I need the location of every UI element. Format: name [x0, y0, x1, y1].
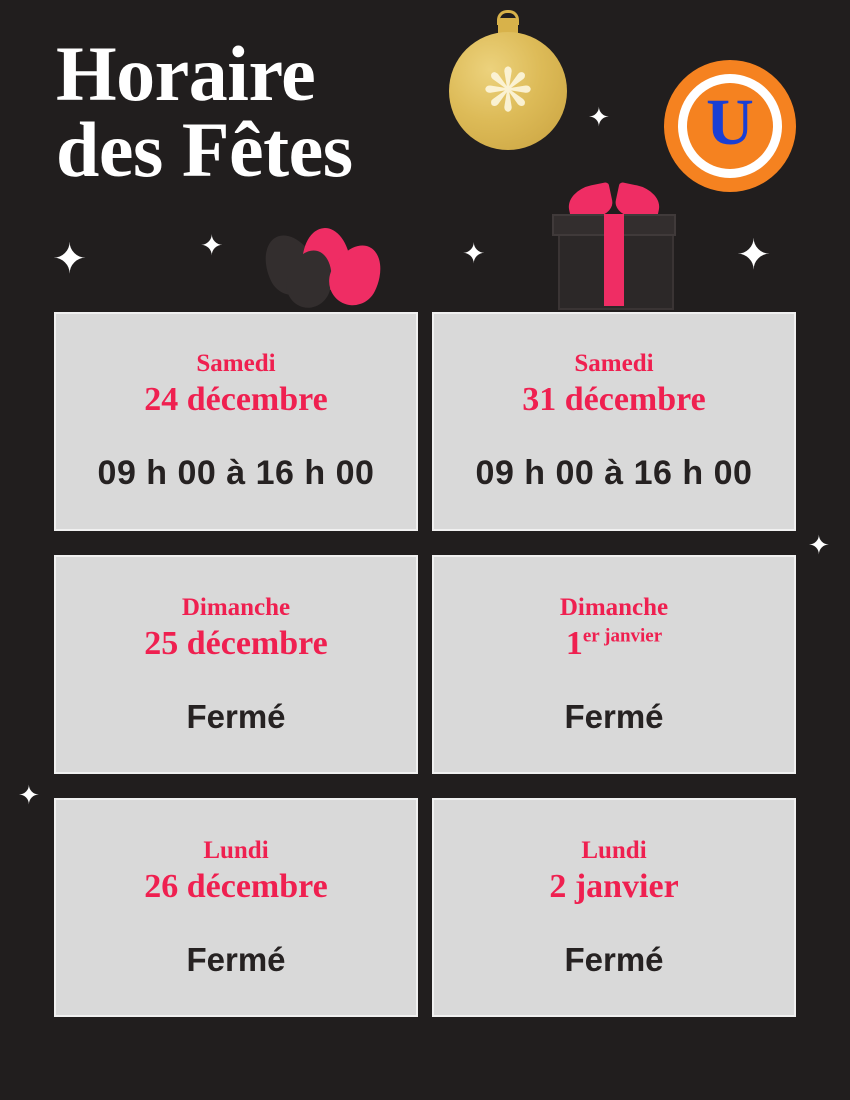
card-hours-label: Fermé: [564, 940, 664, 978]
sparkle-icon: ✦: [200, 230, 224, 261]
logo-orange-disc: [687, 83, 773, 169]
card-date-label: 26 décembre: [144, 867, 328, 905]
card-date-suffix: er janvier: [582, 625, 663, 647]
card-hours-label: Fermé: [564, 697, 664, 735]
schedule-grid: [54, 312, 796, 1017]
schedule-card: [54, 555, 418, 774]
sparkle-icon: ✦: [736, 231, 772, 278]
card-date-label: 24 décembre: [144, 381, 328, 419]
sparkle-icon: ✦: [18, 780, 40, 810]
card-day-label: Lundi: [203, 836, 269, 864]
card-day-label: Samedi: [196, 350, 276, 378]
logo-letter: U: [706, 86, 754, 159]
schedule-card: [54, 798, 418, 1017]
card-date-label: 31 décembre: [522, 381, 706, 419]
sparkle-icon: ✦: [52, 235, 88, 282]
title-line-2: des Fêtes: [56, 106, 353, 194]
schedule-card: [432, 555, 796, 774]
snowflake-icon: ❋: [482, 57, 534, 124]
card-hours-label: Fermé: [186, 697, 286, 735]
card-date-label: 2 janvier: [549, 867, 679, 905]
schedule-card: [54, 312, 418, 531]
sparkle-icon: ✦: [588, 102, 610, 132]
title-line-1: Horaire: [56, 30, 316, 117]
schedule-card: [432, 312, 796, 531]
brand-logo: [664, 60, 796, 192]
card-day-label: Lundi: [581, 836, 647, 864]
card-hours-label: 09 h 00 à 16 h 00: [97, 454, 375, 493]
sparkle-icon: ✦: [462, 238, 486, 269]
card-day-label: Dimanche: [559, 593, 669, 621]
card-date-number: 1: [565, 624, 583, 662]
card-day-label: Dimanche: [181, 593, 291, 621]
poinsettia-leaves-icon: [258, 228, 398, 314]
card-hours-label: 09 h 00 à 16 h 00: [475, 454, 753, 493]
gift-box-icon: [552, 180, 676, 308]
sparkle-icon: ✦: [808, 530, 830, 560]
card-hours-label: Fermé: [186, 940, 286, 978]
logo-white-ring: [678, 74, 782, 178]
page-title: [56, 30, 526, 194]
schedule-card: [432, 798, 796, 1017]
card-date-label: 25 décembre: [144, 624, 328, 662]
card-day-label: Samedi: [574, 350, 654, 378]
card-date-label: [566, 625, 662, 663]
gift-ribbon: [604, 214, 624, 306]
